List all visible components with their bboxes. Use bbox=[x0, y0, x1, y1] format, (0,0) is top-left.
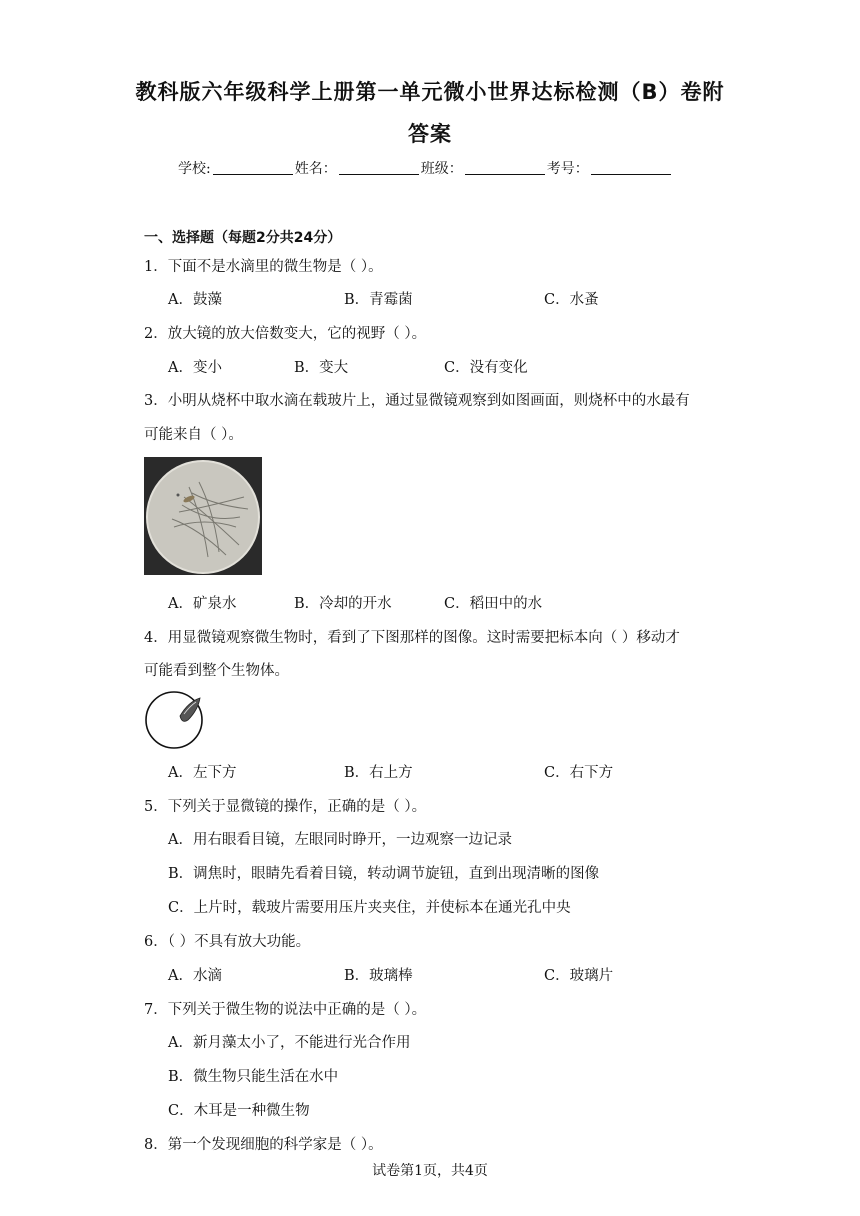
student-info-row bbox=[178, 158, 673, 178]
exam-no-label: 考号： bbox=[546, 161, 589, 177]
school-blank bbox=[213, 160, 293, 175]
q5-option-a: A．用右眼看目镜，左眼同时睁开，一边观察一边记录 bbox=[168, 832, 512, 848]
q2-option-a: A．变小 bbox=[168, 360, 222, 376]
q4-option-c: C．右下方 bbox=[544, 765, 614, 781]
q3-option-b: B．冷却的开水 bbox=[294, 596, 392, 612]
page-title-line1: 教科版六年级科学上册第一单元微小世界达标检测（B）卷附 bbox=[135, 80, 725, 104]
page-title-line2: 答案 bbox=[408, 122, 452, 146]
q1-option-b: B．青霉菌 bbox=[344, 292, 413, 308]
section-heading: 一、选择题（每题2分共24分） bbox=[144, 230, 342, 246]
question-7-stem: 7．下列关于微生物的说法中正确的是（ ）。 bbox=[144, 1002, 427, 1018]
q4-option-b: B．右上方 bbox=[344, 765, 413, 781]
q5-option-b: B．调焦时，眼睛先看着目镜，转动调节旋钮，直到出现清晰的图像 bbox=[168, 866, 600, 882]
question-6-stem: 6．（ ）不具有放大功能。 bbox=[144, 934, 311, 950]
question-3-stem-line2: 可能来自（ ）。 bbox=[144, 427, 243, 443]
q7-option-c: C．木耳是一种微生物 bbox=[168, 1103, 310, 1119]
q2-option-c: C．没有变化 bbox=[444, 360, 528, 376]
school-label: 学校: bbox=[178, 161, 211, 177]
q6-option-a: A．水滴 bbox=[168, 968, 222, 984]
question-2-stem: 2．放大镜的放大倍数变大，它的视野（ ）。 bbox=[144, 326, 427, 342]
question-4-stem-line1: 4．用显微镜观察微生物时，看到了下图那样的图像。这时需要把标本向（ ）移动才 bbox=[144, 630, 680, 646]
page-footer: 试卷第1页，共4页 bbox=[372, 1163, 488, 1179]
q4-option-a: A．左下方 bbox=[168, 765, 237, 781]
q5-option-c: C．上片时，载玻片需要用压片夹夹住，并使标本在通光孔中央 bbox=[168, 900, 571, 916]
microscope-view-image bbox=[144, 457, 262, 575]
q2-option-b: B．变大 bbox=[294, 360, 349, 376]
question-5-stem: 5．下列关于显微镜的操作，正确的是（ ）。 bbox=[144, 799, 427, 815]
question-4-stem-line2: 可能看到整个生物体。 bbox=[144, 663, 289, 679]
q7-option-a: A．新月藻太小了，不能进行光合作用 bbox=[168, 1035, 411, 1051]
q1-option-a: A．鼓藻 bbox=[168, 292, 222, 308]
q1-option-c: C．水蚤 bbox=[544, 292, 599, 308]
q3-option-c: C．稻田中的水 bbox=[444, 596, 543, 612]
question-3-stem-line1: 3．小明从烧杯中取水滴在载玻片上，通过显微镜观察到如图画面，则烧杯中的水最有 bbox=[144, 393, 690, 409]
exam-no-blank bbox=[591, 160, 671, 175]
q6-option-c: C．玻璃片 bbox=[544, 968, 614, 984]
name-label: 姓名： bbox=[294, 161, 337, 177]
question-1-stem: 1．下面不是水滴里的微生物是（ ）。 bbox=[144, 259, 383, 275]
class-label: 班级： bbox=[420, 161, 463, 177]
q3-option-a: A．矿泉水 bbox=[168, 596, 237, 612]
name-blank bbox=[339, 160, 419, 175]
question-8-stem: 8．第一个发现细胞的科学家是（ ）。 bbox=[144, 1137, 383, 1153]
field-of-view-diagram bbox=[144, 690, 204, 750]
q7-option-b: B．微生物只能生活在水中 bbox=[168, 1069, 339, 1085]
q6-option-b: B．玻璃棒 bbox=[344, 968, 413, 984]
class-blank bbox=[465, 160, 545, 175]
